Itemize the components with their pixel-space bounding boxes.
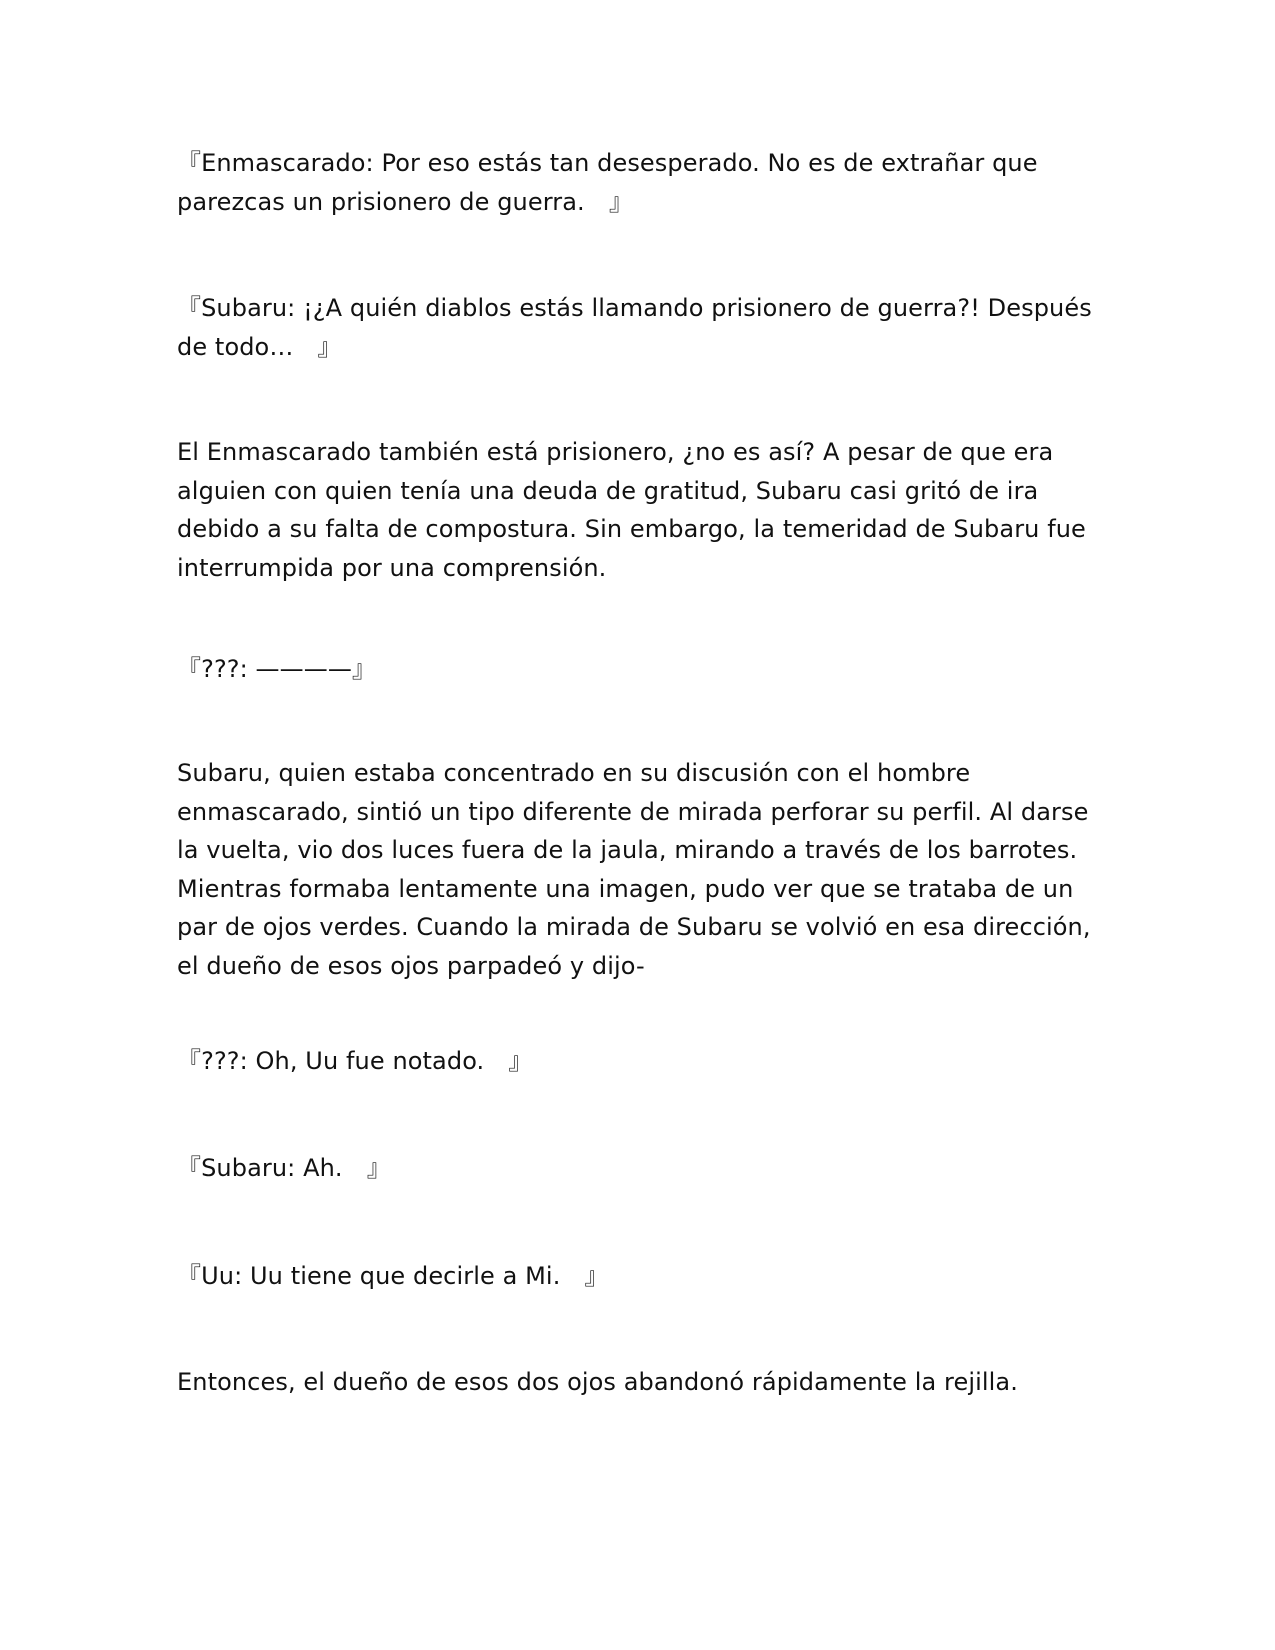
dialogue-unknown-2: 『???: Oh, Uu fue notado. 』 — [177, 1047, 533, 1075]
dialogue-unknown-1: 『???: ————』 — [177, 655, 377, 683]
narration-paragraph-3: Entonces, el dueño de esos dos ojos abandonó rápidamente la rejilla. — [177, 1368, 1018, 1396]
narration-paragraph-2: Subaru, quien estaba concentrado en su discusión con el hombre enmascarado, sintió un tipo diferente de mirada perforar su perfil. Al darse la vuelta, vio dos luces fuera de la jaula, mirando a través de los barrotes. Mientras formaba lentamente una imagen, pudo ver que se trataba de un par de ojos verdes. Cuando la mirada de Subaru se volvió en esa dirección, el dueño de esos ojos parpadeó y dijo- — [177, 759, 1091, 980]
dialogue-enmascarado: 『Enmascarado: Por eso estás tan desesperado. No es de extrañar que parezcas un prisionero de guerra. 』 — [177, 149, 1038, 216]
dialogue-subaru-2: 『Subaru: Ah. 』 — [177, 1154, 391, 1182]
dialogue-uu: 『Uu: Uu tiene que decirle a Mi. 』 — [177, 1262, 609, 1290]
narration-paragraph-1: El Enmascarado también está prisionero, ¿no es así? A pesar de que era alguien con quien tenía una deuda de gratitud, Subaru casi gritó de ira debido a su falta de compostura. Sin embargo, la temeridad de Subaru fue interrumpida por una comprensión. — [177, 438, 1086, 582]
dialogue-subaru-1: 『Subaru: ¡¿A quién diablos estás llamando prisionero de guerra?! Después de todo… 』 — [177, 294, 1092, 361]
